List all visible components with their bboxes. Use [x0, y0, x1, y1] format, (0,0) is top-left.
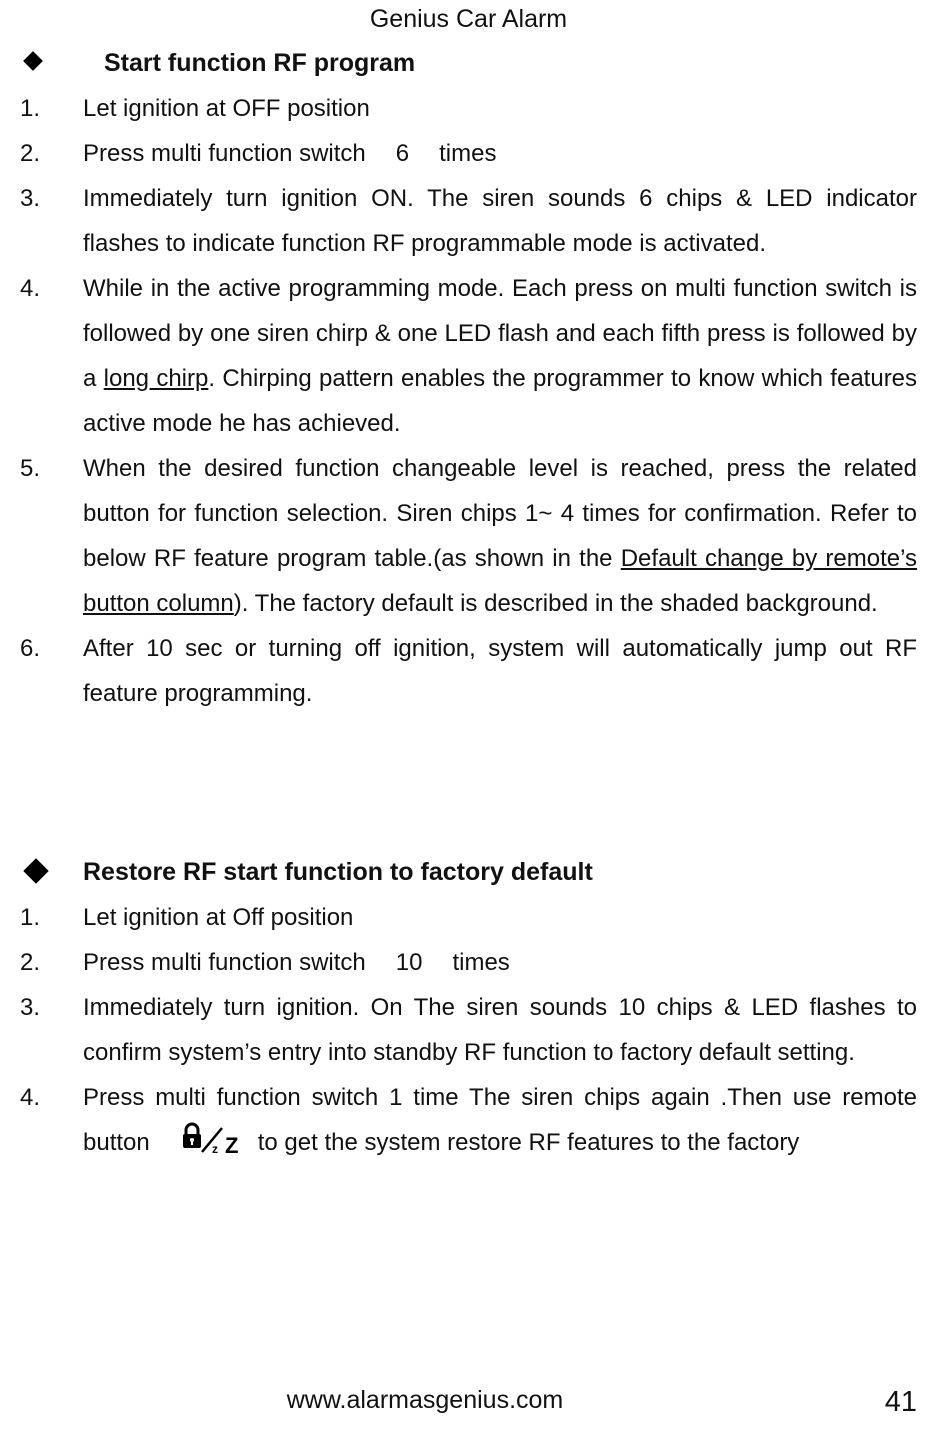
lock-sleep-icon — [180, 1122, 246, 1156]
press-count: 10 — [395, 949, 423, 976]
step-number: 1. — [20, 95, 41, 122]
list-item — [0, 895, 950, 940]
footer-url: www.alarmasgenius.com — [286, 1386, 564, 1414]
step-number: 3. — [20, 185, 41, 212]
step-number: 4. — [20, 1084, 41, 1111]
list-item — [0, 176, 950, 266]
list-item — [0, 86, 950, 131]
step-text: Press multi function switch 1 time The siren chips again .Then use remote button — [83, 1084, 917, 1156]
step-text: Immediately turn ignition. On The siren sounds 10 chips & LED flashes to confirm system’s entry into standby RF function to factory default setting. — [83, 994, 917, 1066]
section-start-rf-program — [0, 41, 950, 716]
step-number: 6. — [20, 635, 41, 662]
svg-text:z: z — [211, 1142, 218, 1156]
list-item — [0, 626, 950, 716]
underlined-term: Default change by remote’s button column — [83, 545, 917, 617]
step-text-continued: ). The factory default is described in the shaded background. — [233, 590, 878, 617]
step-text: Let ignition at OFF position — [83, 95, 370, 122]
list-item — [0, 266, 950, 446]
step-text-suffix: times — [439, 140, 497, 167]
step-number: 1. — [20, 904, 41, 931]
steps-list — [0, 86, 950, 716]
list-item — [0, 131, 950, 176]
step-number: 2. — [20, 140, 41, 167]
step-text: Immediately turn ignition ON. The siren sounds 6 chips & LED indicator flashes to indicate function RF programmable mode is activated. — [83, 185, 917, 257]
section-restore-factory-default — [0, 850, 950, 1165]
list-item — [0, 1075, 950, 1165]
step-text-suffix: times — [452, 949, 510, 976]
list-item — [0, 940, 950, 985]
step-text: Press multi function switch — [83, 949, 366, 976]
press-count: 6 — [395, 140, 410, 167]
step-text-continued: to get the system restore RF features to the factory — [257, 1129, 800, 1156]
section-title: Restore RF start function to factory default — [83, 858, 593, 886]
diamond-bullet-icon — [23, 858, 48, 883]
step-number: 5. — [20, 455, 41, 482]
step-text: After 10 sec or turning off ignition, system will automatically jump out RF feature programming. — [83, 635, 917, 707]
page-number: 41 — [884, 1386, 917, 1418]
section-heading — [0, 41, 950, 86]
step-number: 4. — [20, 275, 41, 302]
svg-text:Z: Z — [224, 1133, 239, 1156]
diamond-bullet-icon — [23, 51, 43, 71]
step-text: While in the active programming mode. Each press on multi function switch is followed by one siren chirp & one LED flash and each fifth press is followed by a — [83, 275, 917, 392]
page-header: Genius Car Alarm — [369, 5, 568, 33]
list-item — [0, 446, 950, 626]
step-text-continued: . Chirping pattern enables the programmer to know which features active mode he has achieved. — [83, 365, 918, 437]
list-item — [0, 985, 950, 1075]
steps-list — [0, 895, 950, 1165]
section-title: Start function RF program — [104, 49, 416, 77]
step-text: Let ignition at Off position — [83, 904, 354, 931]
step-text: When the desired function changeable level is reached, press the related button for function selection. Siren chips 1~ 4 times for confirmation. Refer to below RF feature program table.(as shown in the — [83, 455, 917, 572]
step-text: Press multi function switch — [83, 140, 366, 167]
section-heading — [0, 850, 950, 895]
step-number: 2. — [20, 949, 41, 976]
step-number: 3. — [20, 994, 41, 1021]
underlined-term: long chirp — [103, 365, 209, 392]
